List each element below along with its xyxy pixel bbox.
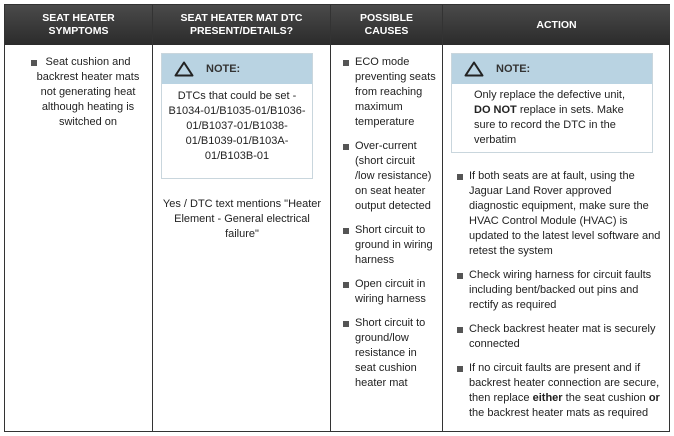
- header-dtc: SEAT HEATER MAT DTC PRESENT/DETAILS?: [153, 5, 330, 45]
- action-note-text: Only replace the defective unit, DO NOT replace in sets. Make sure to record the DTC in the verbatim: [474, 89, 626, 146]
- action-item: If no circuit faults are present and if backrest heater connection are secure, then replace either the seat cushion or the backrest heater mats as required: [457, 361, 663, 421]
- warning-triangle-icon: [174, 61, 194, 77]
- header-symptoms: SEAT HEATER SYMPTOMS: [5, 5, 152, 45]
- causes-list: [343, 55, 437, 400]
- action-note-header: [452, 54, 652, 84]
- cause-item: Short circuit to ground/low resistance in seat cushion heater mat: [343, 316, 437, 391]
- do-not-emphasis: DO NOT: [474, 104, 517, 116]
- cause-item: Short circuit to ground in wiring harness: [343, 223, 437, 268]
- warning-triangle-icon: [464, 61, 484, 77]
- cause-item: Open circuit in wiring harness: [343, 277, 437, 307]
- dtc-note-text: DTCs that could be set - B1034-01/B1035-01/B1036-01/B1037-01/B1038-01/B1039-01/B103A-01/B103B-01: [168, 90, 306, 162]
- dtc-note-label: NOTE:: [206, 63, 241, 75]
- action-note: [451, 53, 653, 153]
- cause-item: ECO mode preventing seats from reaching maximum temperature: [343, 55, 437, 130]
- cause-item: Over-current (short circuit /low resistance) on seat heater output detected: [343, 139, 437, 214]
- action-list: [457, 169, 663, 430]
- action-note-label: NOTE:: [496, 63, 531, 75]
- symptom-text: Seat cushion and backrest heater mats not generating heat although heating is switched on: [36, 56, 140, 128]
- dtc-note-header: [162, 54, 312, 84]
- dtc-note: [161, 53, 313, 179]
- column-divider: [442, 5, 443, 431]
- column-divider: [152, 5, 153, 431]
- action-item: If both seats are at fault, using the Jaguar Land Rover approved diagnostic equipment, make sure the HVAC Control Module (HVAC) is updated to the latest level software and retest the system: [457, 169, 663, 259]
- header-causes: POSSIBLE CAUSES: [331, 5, 442, 45]
- bullet-icon: [31, 60, 37, 66]
- action-item: Check wiring harness for circuit faults including bent/backed out pins and rectify as required: [457, 268, 663, 313]
- dtc-details: Yes / DTC text mentions "Heater Element - General electrical failure": [162, 198, 322, 240]
- symptom-cell: [31, 55, 145, 130]
- header-action: ACTION: [443, 5, 670, 45]
- action-item: Check backrest heater mat is securely connected: [457, 322, 663, 352]
- column-divider: [330, 5, 331, 431]
- diagnostic-table: [4, 4, 670, 432]
